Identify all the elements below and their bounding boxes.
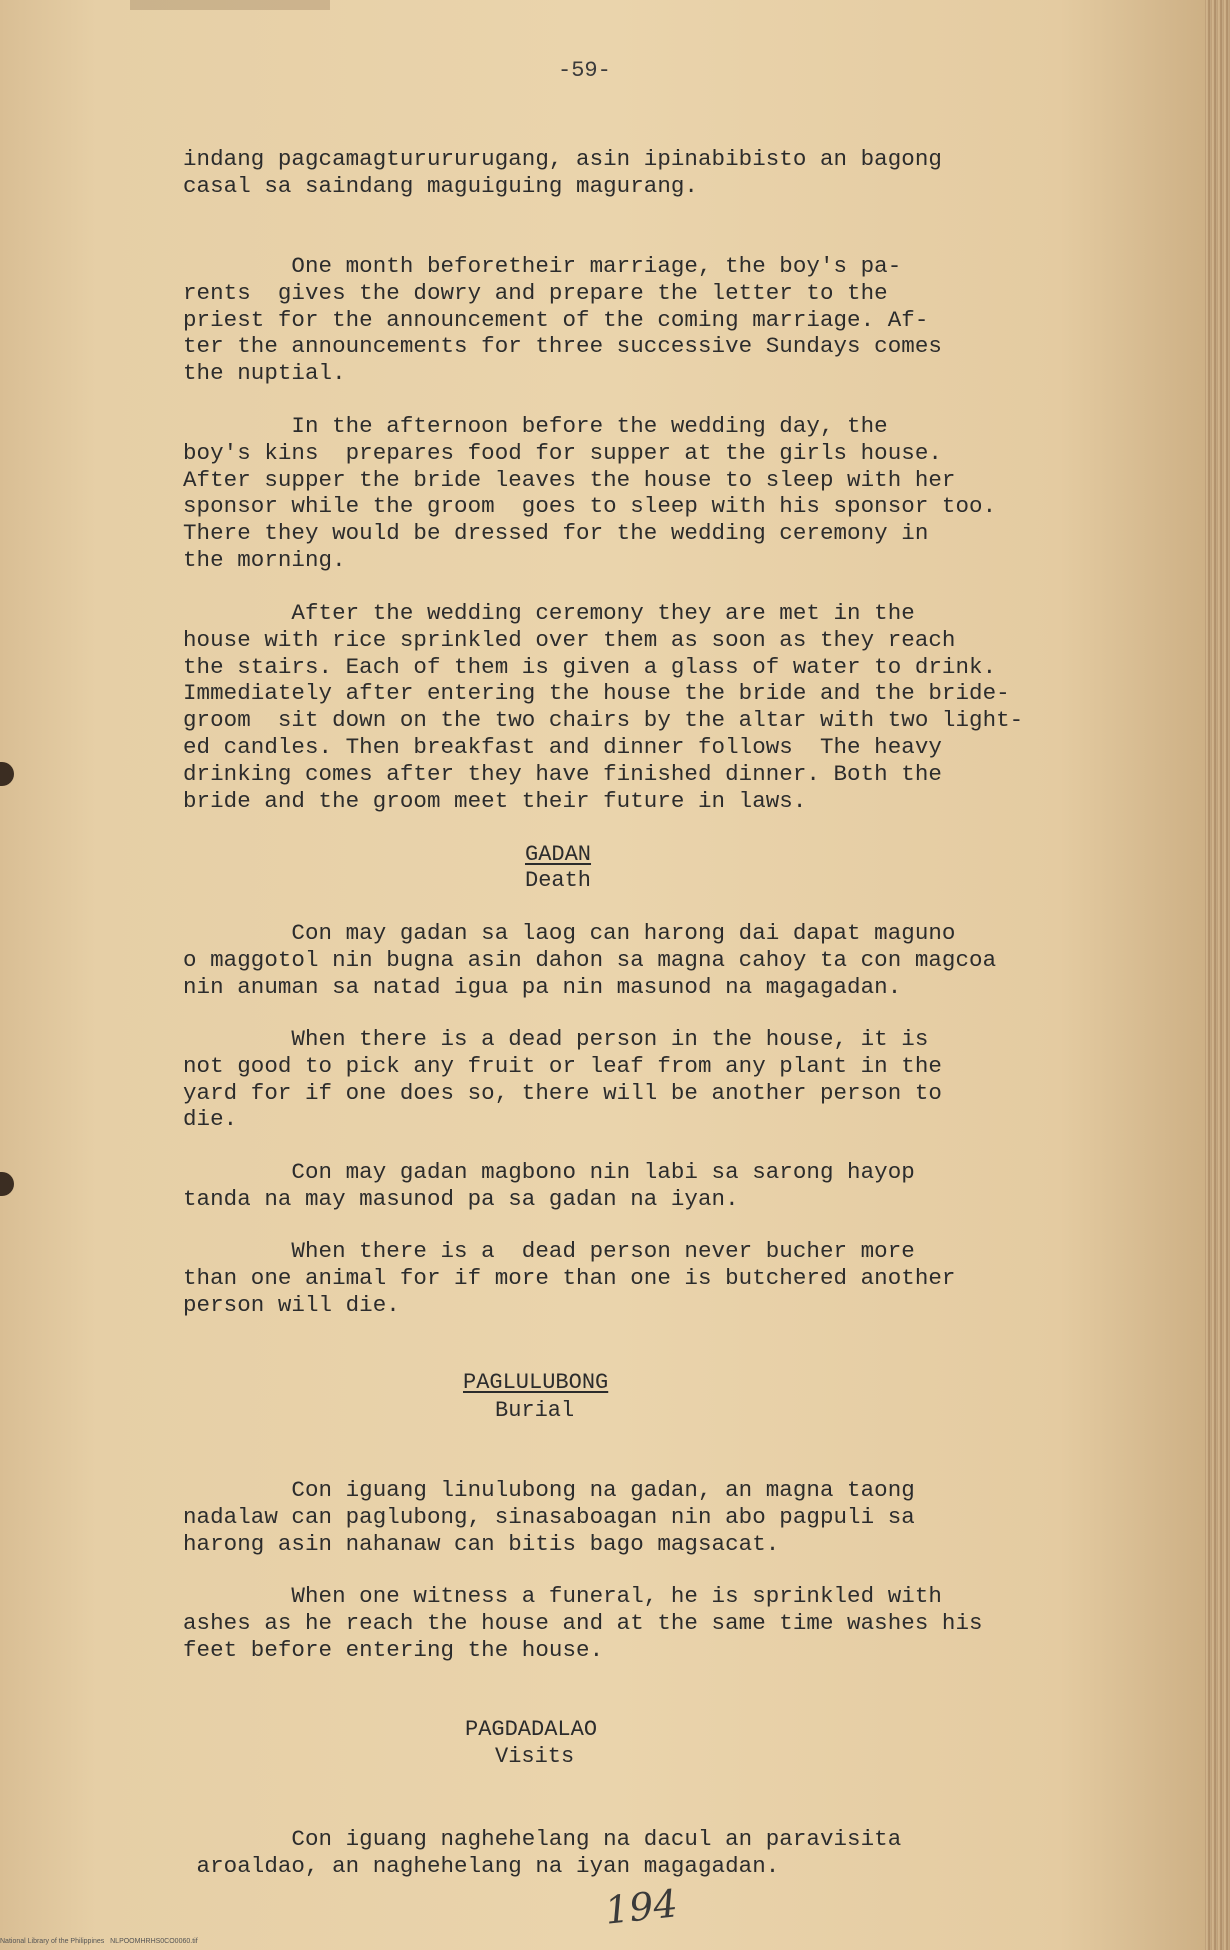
paper-stain (130, 0, 330, 10)
section-title-death: GADAN (525, 842, 592, 867)
paragraph: When there is a dead person never bucher more than one animal for if more than one is butchered another person will die. (183, 1238, 956, 1318)
page-number: -59- (558, 58, 611, 83)
book-page-edges (1205, 0, 1230, 1950)
paragraph: When there is a dead person in the house, it is not good to pick any fruit or leaf from any plant in the yard for if one does so, there will be another person to die. (183, 1026, 942, 1133)
handwritten-page-number: 194 (602, 1881, 680, 1933)
paragraph: indang pagcamagturururugang, asin ipinabibisto an bagong casal sa saindang maguiguing magurang. (183, 146, 942, 199)
section-subtitle-burial: Burial (495, 1398, 575, 1423)
punch-hole (0, 762, 14, 786)
paragraph: Con may gadan sa laog can harong dai dapat maguno o maggotol nin bugna asin dahon sa magna cahoy ta con magcoa nin anuman sa natad igua pa nin masunod na magagadan. (183, 920, 997, 1000)
section-title-visits: PAGDADALAO (465, 1717, 598, 1742)
section-subtitle-visits: Visits (495, 1744, 575, 1769)
paragraph: Con iguang linulubong na gadan, an magna taong nadalaw can paglubong, sinasaboagan nin abo pagpuli sa harong asin nahanaw can bitis bago magsacat. (183, 1477, 915, 1557)
paragraph: After the wedding ceremony they are met in the house with rice sprinkled over them as soon as they reach the stairs. Each of them is given a glass of water to drink. Immediately after entering the house the bride and the bride- groom sit down on the two chairs by the altar with two light- ed candles. Then breakfast and dinner follows The heavy drinking comes after they have finished dinner. Both the bride and the groom meet their future in laws. (183, 600, 1024, 814)
paragraph: One month beforetheir marriage, the boy's pa- rents gives the dowry and prepare the letter to the priest for the announcement of the coming marriage. Af- ter the announcements for three successive Sundays comes the nuptial. (183, 253, 942, 387)
paragraph: Con iguang naghehelang na dacul an paravisita aroaldao, an naghehelang na iyan magagadan. (196, 1826, 902, 1879)
paragraph: When one witness a funeral, he is sprinkled with ashes as he reach the house and at the same time washes his feet before entering the house. (183, 1583, 983, 1663)
section-subtitle-death: Death (525, 868, 592, 893)
punch-hole (0, 1172, 14, 1196)
paragraph: Con may gadan magbono nin labi sa sarong hayop tanda na may masunod pa sa gadan na iyan. (183, 1159, 915, 1212)
paragraph: In the afternoon before the wedding day, the boy's kins prepares food for supper at the girls house. After supper the bride leaves the house to sleep with her sponsor while the groom goes to sleep with his sponsor too. There they would be dressed for the wedding ceremony in the morning. (183, 413, 997, 573)
section-title-burial: PAGLULUBONG (463, 1370, 609, 1395)
scan-footer: National Library of the Philippines NLPOOMHRHS0CO0060.tif (0, 1938, 198, 1945)
